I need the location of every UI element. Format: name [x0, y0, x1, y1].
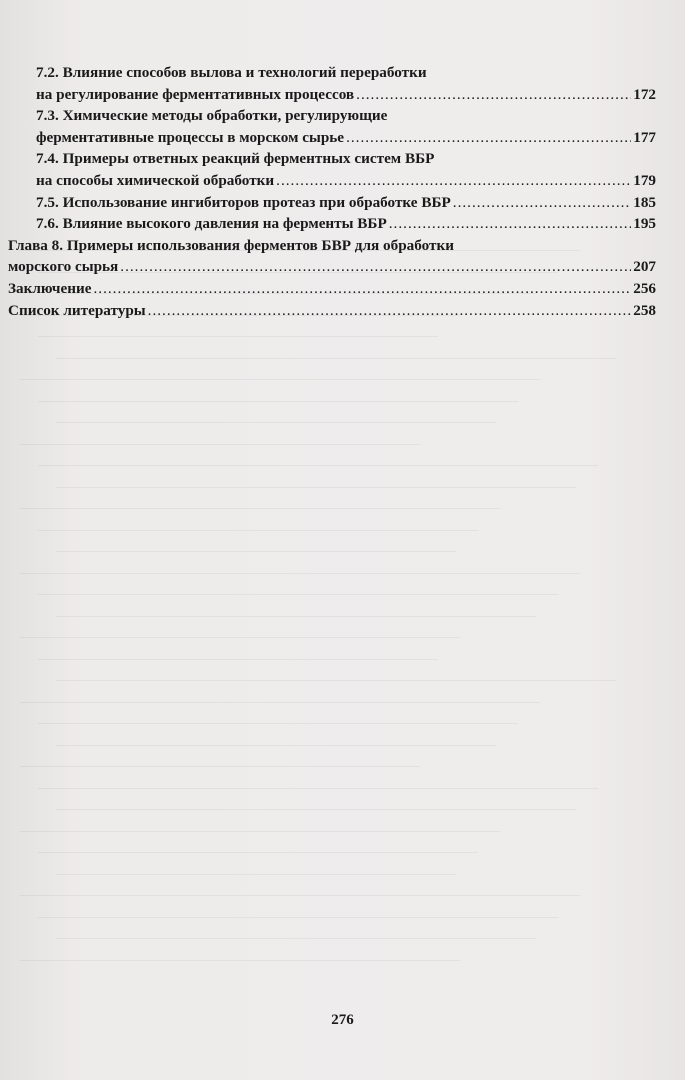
bleed-through-line: [56, 874, 456, 875]
toc-entry-line: [36, 213, 656, 235]
bleed-through-line: [38, 852, 478, 853]
bleed-through-line: [38, 401, 518, 402]
toc-entry-text: ферментативные процессы в морском сырье: [36, 128, 345, 146]
toc-entry: [8, 278, 656, 300]
bleed-through-line: [38, 530, 478, 531]
bleed-through-line: [38, 659, 438, 660]
dot-leader: [148, 300, 632, 322]
bleed-through-line: [20, 766, 420, 767]
bleed-through-line: [20, 508, 500, 509]
toc-entry: [36, 62, 656, 105]
toc-page-number: 256: [633, 279, 656, 297]
bleed-through-line: [56, 680, 616, 681]
toc-entry: [8, 235, 656, 278]
toc-entry-line: [8, 256, 656, 278]
bleed-through-line: [56, 809, 576, 810]
toc-entry-line: [36, 127, 656, 149]
dot-leader: [346, 127, 631, 149]
toc-entry-text: 7.6. Влияние высокого давления на ферменты ВБР: [36, 215, 387, 233]
dot-leader: [356, 84, 631, 106]
table-of-contents: [8, 62, 656, 321]
dot-leader: [276, 170, 631, 192]
toc-entry-text: морского сырья: [8, 258, 119, 276]
toc-entry-text: 7.5. Использование ингибиторов протеаз при обработке ВБР: [36, 193, 451, 211]
bleed-through-line: [20, 444, 420, 445]
toc-entry: [36, 213, 656, 235]
bleed-through-line: [56, 551, 456, 552]
toc-entry: [36, 192, 656, 214]
toc-page-number: 195: [633, 215, 656, 233]
bleed-through-line: [38, 723, 518, 724]
dot-leader: [389, 213, 631, 235]
bleed-through-line: [56, 358, 616, 359]
toc-page-number: 177: [633, 128, 656, 146]
toc-entry-text: 7.3. Химические методы обработки, регулирующие: [36, 107, 388, 125]
page-number-footer: 276: [331, 1012, 354, 1028]
toc-entry-line: [36, 62, 656, 84]
toc-entry: [8, 300, 656, 322]
toc-entry-line: [36, 148, 656, 170]
toc-entry-text: на регулирование ферментативных процессов: [36, 85, 355, 103]
bleed-through-line: [20, 831, 500, 832]
toc-page-number: 207: [633, 258, 656, 276]
toc-entry-line: [36, 105, 656, 127]
toc-page-number: 172: [633, 85, 656, 103]
toc-entry-line: [8, 300, 656, 322]
toc-entry-text: на способы химической обработки: [36, 171, 275, 189]
toc-page-number: 185: [633, 193, 656, 211]
bleed-through-line: [38, 336, 438, 337]
bleed-through-line: [20, 895, 580, 896]
toc-page-number: 258: [633, 301, 656, 319]
bleed-through-line: [20, 573, 580, 574]
toc-entry-line: [36, 170, 656, 192]
toc-entry-text: Список литературы: [8, 301, 146, 319]
toc-entry-text: Заключение: [8, 279, 92, 297]
bleed-through-line: [38, 917, 558, 918]
toc-entry-line: [8, 278, 656, 300]
toc-entry: [36, 148, 656, 191]
toc-entry-text: Глава 8. Примеры использования ферментов БВР для обработки: [8, 236, 454, 254]
dot-leader: [453, 192, 631, 214]
bleed-through-line: [38, 465, 598, 466]
toc-entry-line: [8, 235, 656, 257]
dot-leader: [120, 256, 631, 278]
toc-entry: [36, 105, 656, 148]
toc-page-number: 179: [633, 171, 656, 189]
bleed-through-line: [20, 960, 460, 961]
bleed-through-line: [56, 487, 576, 488]
bleed-through-line: [56, 745, 496, 746]
bleed-through-line: [56, 616, 536, 617]
bleed-through-line: [38, 594, 558, 595]
bleed-through-line: [56, 422, 496, 423]
bleed-through-line: [20, 637, 460, 638]
dot-leader: [93, 278, 631, 300]
bleed-through-line: [56, 938, 536, 939]
toc-entry-line: [36, 84, 656, 106]
toc-entry-text: 7.4. Примеры ответных реакций ферментных систем ВБР: [36, 150, 435, 168]
toc-entry-line: [36, 192, 656, 214]
bleed-through-line: [20, 702, 540, 703]
bleed-through-line: [20, 379, 540, 380]
toc-entry-text: 7.2. Влияние способов вылова и технологий переработки: [36, 64, 427, 81]
bleed-through-line: [38, 788, 598, 789]
